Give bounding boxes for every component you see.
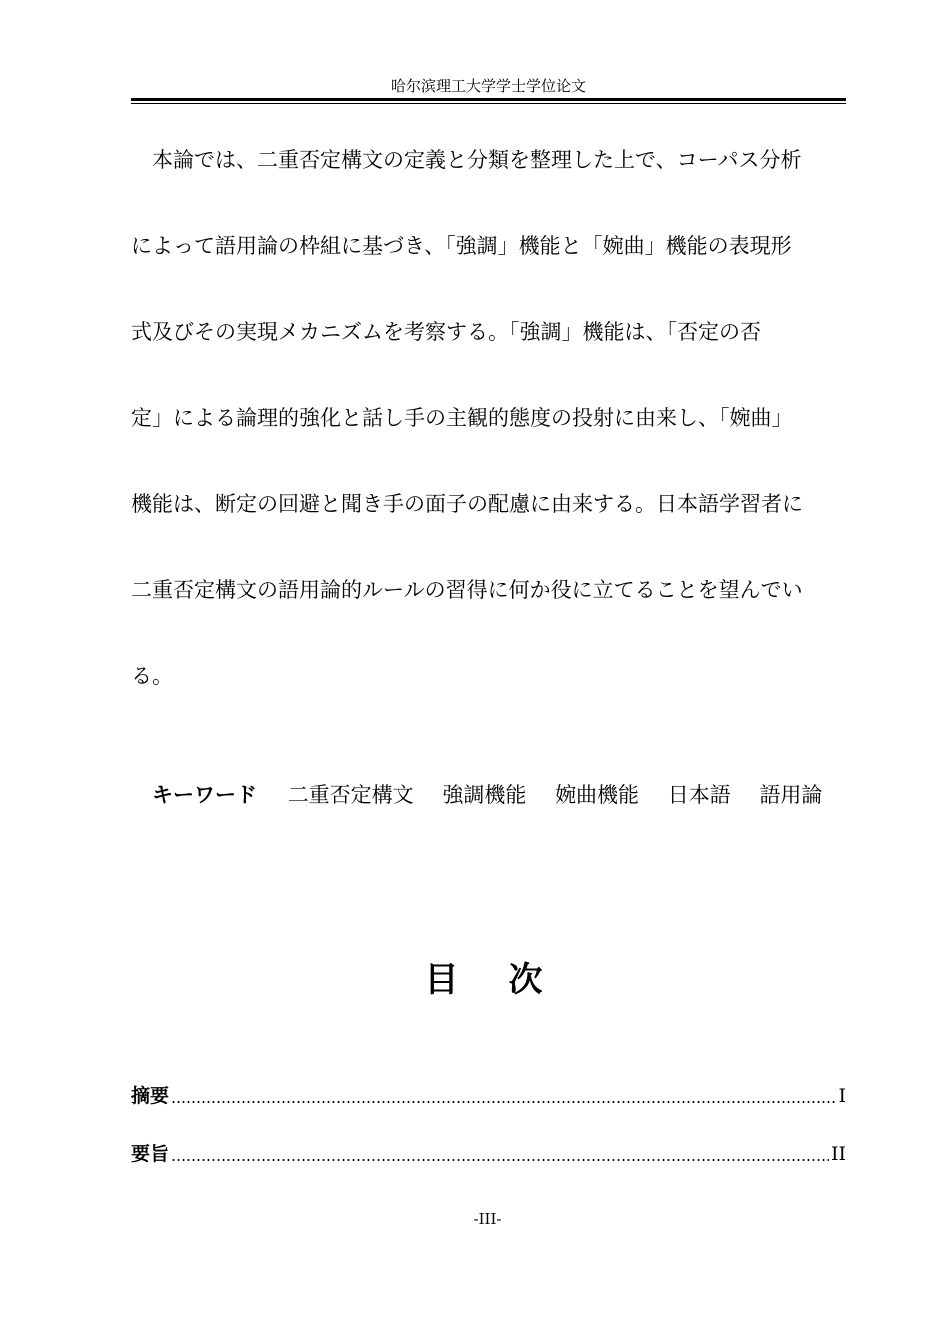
keywords-label: キーワード: [152, 782, 257, 807]
abstract-line: 機能は、断定の回避と聞き手の面子の配慮に由来する。日本語学習者に: [131, 492, 803, 516]
toc-leader-dots: [171, 1101, 836, 1103]
abstract-line: 式及びその実現メカニズムを考察する。「強調」機能は、「否定の否: [131, 320, 761, 344]
keyword-item: 二重否定構文: [287, 783, 414, 807]
abstract-line: 二重否定構文の語用論的ルールの習得に何か役に立てることを望んでい: [131, 578, 803, 602]
abstract-line: る。: [131, 664, 173, 688]
keywords-line: [152, 780, 844, 810]
abstract-line: 本論では、二重否定構文の定義と分類を整理した上で、コーパス分析: [152, 148, 802, 172]
toc-entry[interactable]: [131, 1082, 846, 1110]
header-rule-thick: [131, 98, 846, 101]
header-rule-thin: [131, 103, 846, 104]
toc-leader-dots: [171, 1159, 829, 1161]
keyword-item: 語用論: [759, 783, 823, 807]
keyword-item: 強調機能: [442, 783, 527, 807]
toc-entry-label: 要旨: [131, 1143, 170, 1165]
running-header: 哈尔滨理工大学学士学位论文: [390, 77, 586, 95]
abstract-line: 定」による論理的強化と話し手の主観的態度の投射に由来し、「婉曲」: [131, 406, 793, 430]
toc-entry-page: II: [830, 1143, 846, 1165]
abstract-line: によって語用論の枠組に基づき、「強調」機能と「婉曲」機能の表現形: [131, 234, 792, 258]
keyword-item: 婉曲機能: [555, 783, 640, 807]
keyword-item: 日本語: [667, 783, 731, 807]
toc-entry-page: I: [838, 1085, 846, 1107]
toc-entry[interactable]: [131, 1140, 846, 1168]
page-number: -III-: [473, 1210, 502, 1228]
toc-title: 目 次: [424, 960, 551, 1000]
toc-entry-label: 摘要: [131, 1085, 170, 1107]
